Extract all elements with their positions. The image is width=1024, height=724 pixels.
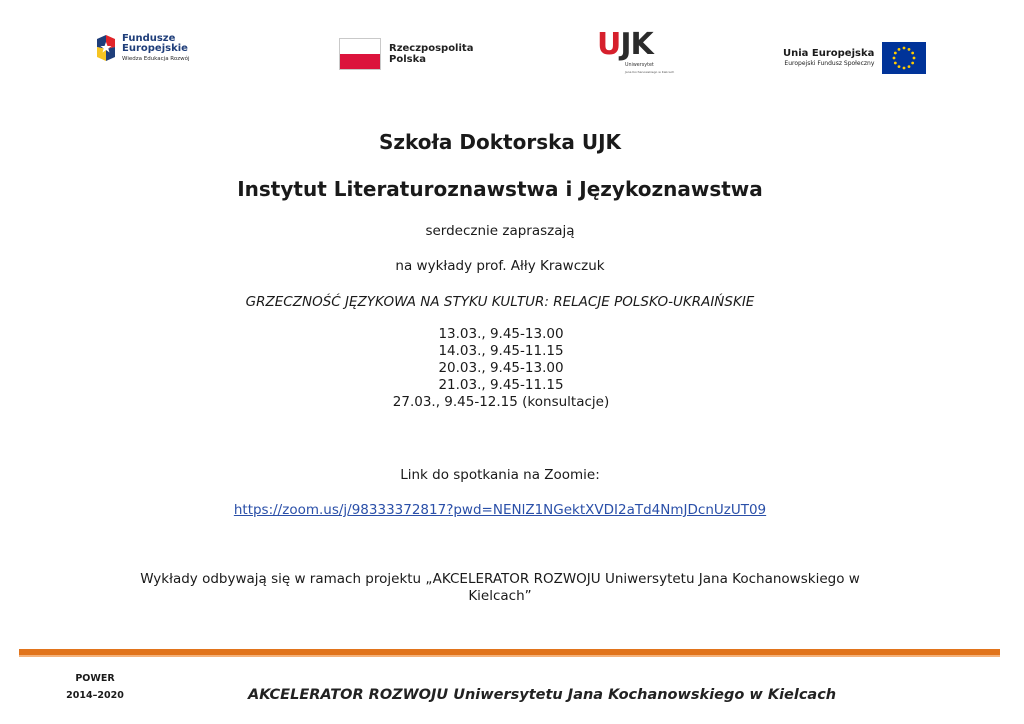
date-item: 14.03., 9.45-11.15	[438, 343, 564, 359]
footer-title: AKCELERATOR ROZWOJU Uniwersytetu Jana Kochanowskiego w Kielcach	[248, 687, 837, 703]
ujk-jk: JK	[620, 27, 653, 62]
eu-flag-icon	[882, 42, 926, 74]
fundusze-line2: Europejskie	[122, 43, 188, 55]
zoom-link-row	[0, 502, 1000, 518]
date-item: 13.03., 9.45-13.00	[438, 326, 564, 342]
ujk-u: U	[597, 27, 621, 62]
school-title: Szkoła Doktorska UJK	[378, 130, 622, 154]
ue-text	[783, 48, 874, 67]
eu-star-icon	[898, 65, 901, 68]
fundusze-tagline: Wiedza Edukacja Rozwój	[122, 55, 190, 62]
power-text: POWER	[75, 673, 115, 684]
eu-star-icon	[894, 62, 897, 65]
invite-text: serdecznie zapraszają	[425, 223, 575, 239]
unia-europejska-logo	[783, 42, 926, 74]
lecture-topic: GRZECZNOŚĆ JĘZYKOWA NA STYKU KULTUR: RELACJE POLSKO-UKRAIŃSKIE	[245, 294, 755, 310]
project-line1: Wykłady odbywają się w ramach projektu „AKCELERATOR ROZWOJU Uniwersytetu Jana Kochanowskiego w	[140, 571, 860, 587]
ujk-tagline: Jana Kochanowskiego w Kielcach	[625, 70, 675, 74]
footer-accent-bar	[19, 649, 1000, 657]
lecturer-text: na wykłady prof. Ałły Krawczuk	[395, 258, 605, 274]
ujk-logo	[597, 27, 675, 74]
power-years: 2014–2020	[66, 690, 124, 701]
project-line2: Kielcach”	[468, 588, 532, 604]
zoom-label: Link do spotkania na Zoomie:	[400, 467, 600, 483]
rp-text	[389, 43, 473, 66]
eu-star-icon	[908, 48, 911, 51]
eu-star-icon	[898, 48, 901, 51]
eu-star-icon	[893, 57, 896, 60]
eu-star-icon	[912, 62, 915, 65]
fundusze-text	[122, 34, 190, 63]
rp-line2: Polska	[389, 54, 426, 65]
fundusze-line1: Fundusze	[122, 32, 176, 44]
eu-star-icon	[903, 47, 906, 50]
lecture-dates	[0, 326, 1002, 411]
ue-line2: Europejski Fundusz Społeczny	[784, 60, 875, 68]
zoom-link[interactable]: https://zoom.us/j/98333372817?pwd=NENlZ1NGektXVDI2aTd4NmJDcnUzUT09	[233, 502, 767, 518]
ujk-subtitle: Uniwersytet	[625, 63, 654, 68]
polish-flag-icon	[339, 38, 381, 70]
eu-star-icon	[908, 65, 911, 68]
ue-line1: Unia Europejska	[783, 48, 875, 60]
fundusze-europejskie-logo	[95, 33, 190, 63]
project-note	[110, 571, 890, 605]
date-item: 27.03., 9.45-12.15 (konsultacje)	[392, 394, 610, 410]
eu-star-icon	[903, 67, 906, 70]
eu-star-icon	[913, 57, 916, 60]
rp-line1: Rzeczpospolita	[389, 42, 474, 54]
institute-title: Instytut Literaturoznawstwa i Językoznawstwa	[237, 177, 763, 201]
ujk-letters	[597, 27, 653, 62]
date-item: 20.03., 9.45-13.00	[438, 360, 564, 376]
power-label	[60, 670, 130, 704]
eu-star-icon	[912, 52, 915, 55]
date-item: 21.03., 9.45-11.15	[438, 377, 564, 393]
eu-star-icon	[894, 52, 897, 55]
fundusze-star-icon	[95, 33, 117, 63]
rzeczpospolita-logo	[339, 38, 473, 70]
